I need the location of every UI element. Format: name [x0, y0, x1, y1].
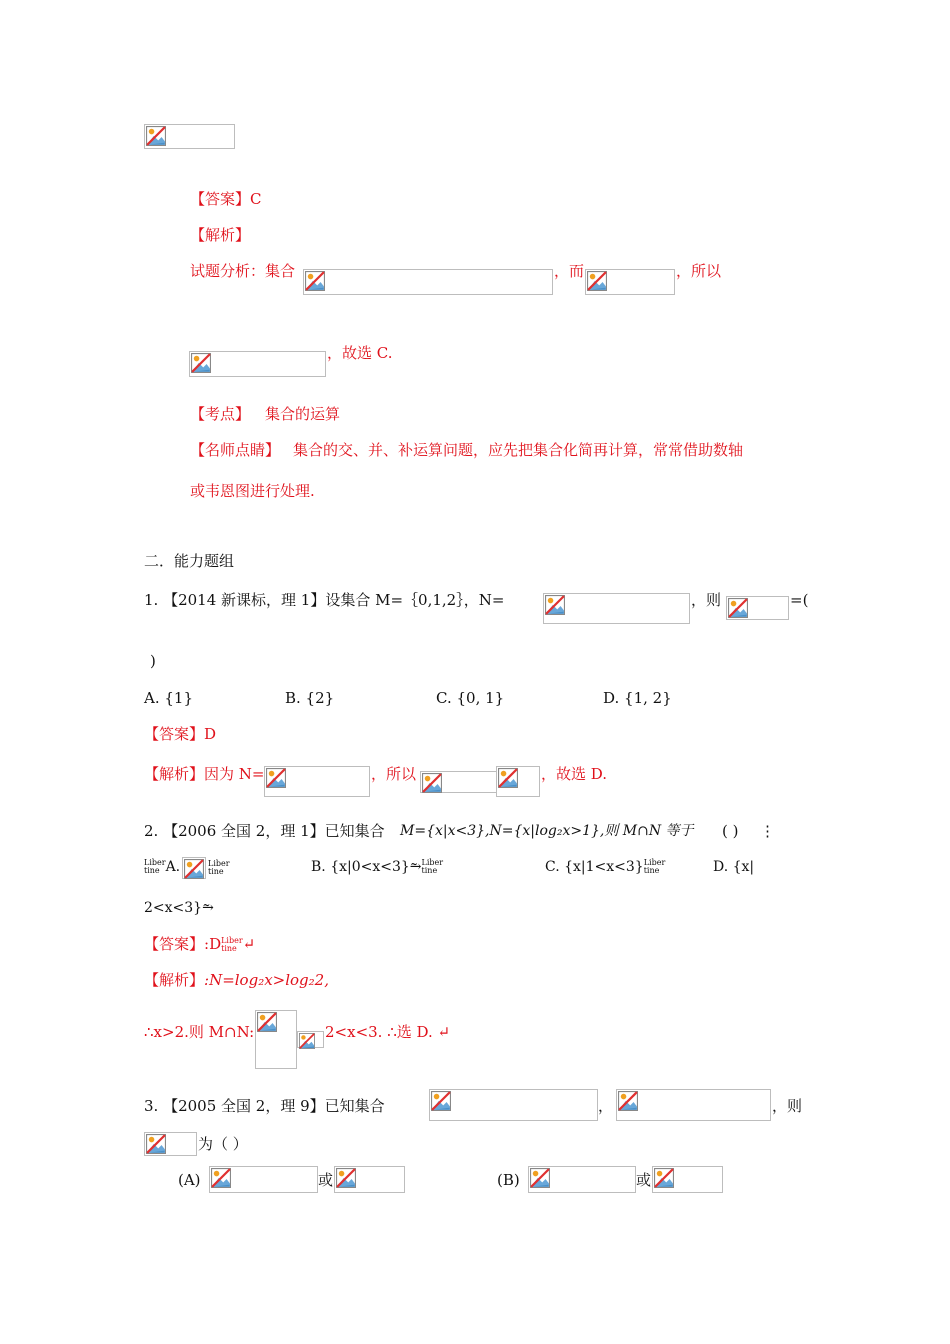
formula-image [189, 351, 326, 377]
q3-connector: ，则 [772, 1097, 803, 1115]
broken-image-icon [211, 1168, 231, 1188]
broken-image-icon [146, 1134, 166, 1154]
question-3-stem: 3. 【2005 全国 2，理 9】已知集合 [144, 1097, 385, 1115]
kaodian-tag: 【考点】 [190, 405, 251, 423]
formula-image [297, 1031, 324, 1048]
broken-image-icon [257, 1012, 277, 1032]
formula-image [652, 1166, 723, 1193]
q1-close-paren: ) [150, 652, 156, 670]
broken-image-icon [299, 1033, 315, 1049]
q3-wei: 为（ ） [198, 1135, 248, 1153]
q3-comma: ， [598, 1097, 614, 1115]
analysis-connector: ，而 [554, 262, 585, 280]
q2-paren: ( ) [722, 822, 739, 840]
liber-mark: Liber tine [144, 858, 166, 875]
q2-analysis: 【解析】:N=log₂x>log₂2, [144, 971, 329, 989]
answer-line: 【答案】C [190, 190, 262, 208]
broken-image-icon [146, 126, 166, 146]
q3-option-b-or: 或 [636, 1171, 652, 1189]
formula-image [334, 1166, 405, 1193]
q1-option-a: A. {1} [144, 689, 193, 707]
conclusion: ，故选 C. [327, 344, 393, 362]
formula-image [303, 269, 553, 295]
formula-image [144, 124, 235, 149]
mingshi-text: 集合的交、并、补运算问题，应先把集合化简再计算，常常借助数轴 [293, 441, 744, 459]
mingshi-text-cont: 或韦恩图进行处理. [190, 482, 315, 500]
q1-analysis: 【解析】因为 N= [144, 765, 265, 783]
q1-analysis-connector: ，所以 [371, 765, 417, 783]
broken-image-icon [431, 1091, 451, 1111]
broken-image-icon [184, 859, 204, 879]
analysis-tag: 【解析】 [190, 226, 251, 244]
q1-conclusion: ，故选 D. [541, 765, 608, 783]
q2-mark: ⋮ [760, 822, 775, 840]
formula-image [209, 1166, 318, 1193]
q2-option-b: B. {x|0<x<3}⥲Liber tine [311, 858, 444, 875]
mingshi-tag: 【名师点睛】 [190, 441, 281, 459]
formula-image [255, 1010, 297, 1069]
q3-option-a-or: 或 [318, 1171, 334, 1189]
q2-therefore: ∴x>2.则 M∩N: [144, 1023, 255, 1041]
formula-image [496, 766, 540, 797]
q1-answer: 【答案】D [144, 725, 217, 743]
broken-image-icon [618, 1091, 638, 1111]
q2-option-a: A. [165, 859, 181, 875]
q2-option-d-cont: 2<x<3}⥲ [144, 900, 214, 916]
q3-option-a-label: (A) [178, 1171, 201, 1189]
formula-image [585, 269, 675, 295]
q2-options-row [144, 857, 180, 877]
analysis-lead: 试题分析：集合 [190, 262, 296, 280]
formula-image [429, 1089, 598, 1121]
q2-option-c: C. {x|1<x<3}Liber tine [545, 858, 666, 875]
formula-image [726, 596, 789, 620]
q1-option-c: C. {0, 1} [436, 689, 505, 707]
broken-image-icon [191, 353, 211, 373]
broken-image-icon [422, 773, 442, 793]
broken-image-icon [654, 1168, 674, 1188]
formula-image [616, 1089, 771, 1121]
kaodian-text: 集合的运算 [265, 405, 341, 423]
formula-image [543, 593, 690, 624]
liber-mark: Liber tine [208, 859, 230, 876]
broken-image-icon [498, 768, 518, 788]
broken-image-icon [530, 1168, 550, 1188]
analysis-connector: ，所以 [676, 262, 722, 280]
formula-image [420, 771, 498, 793]
q1-connector: ，则 [691, 591, 722, 609]
question-2-sets: M={x|x<3},N={x|log₂x>1},则 M∩N 等于 [400, 823, 694, 839]
formula-image [144, 1132, 197, 1156]
broken-image-icon [728, 598, 748, 618]
broken-image-icon [266, 768, 286, 788]
q1-option-d: D. {1, 2} [603, 689, 672, 707]
formula-image [264, 766, 370, 797]
q3-option-b-label: (B) [497, 1171, 520, 1189]
q2-therefore-cont: 2<x<3. ∴选 D. ↵ [325, 1023, 451, 1041]
question-1-stem: 1. 【2014 新课标，理 1】设集合 M=｛0,1,2｝，N= [144, 591, 505, 609]
q1-eq: =( [790, 591, 809, 609]
q2-option-d: D. {x| [713, 859, 755, 875]
formula-image [182, 857, 206, 879]
broken-image-icon [336, 1168, 356, 1188]
broken-image-icon [587, 271, 607, 291]
q2-answer: 【答案】:DLiber tine ↵ [144, 935, 256, 953]
question-2-stem: 2. 【2006 全国 2，理 1】已知集合 [144, 822, 385, 840]
broken-image-icon [545, 595, 565, 615]
broken-image-icon [305, 271, 325, 291]
q1-option-b: B. {2} [285, 689, 335, 707]
section-title: 二．能力题组 [144, 552, 235, 570]
formula-image [528, 1166, 636, 1193]
